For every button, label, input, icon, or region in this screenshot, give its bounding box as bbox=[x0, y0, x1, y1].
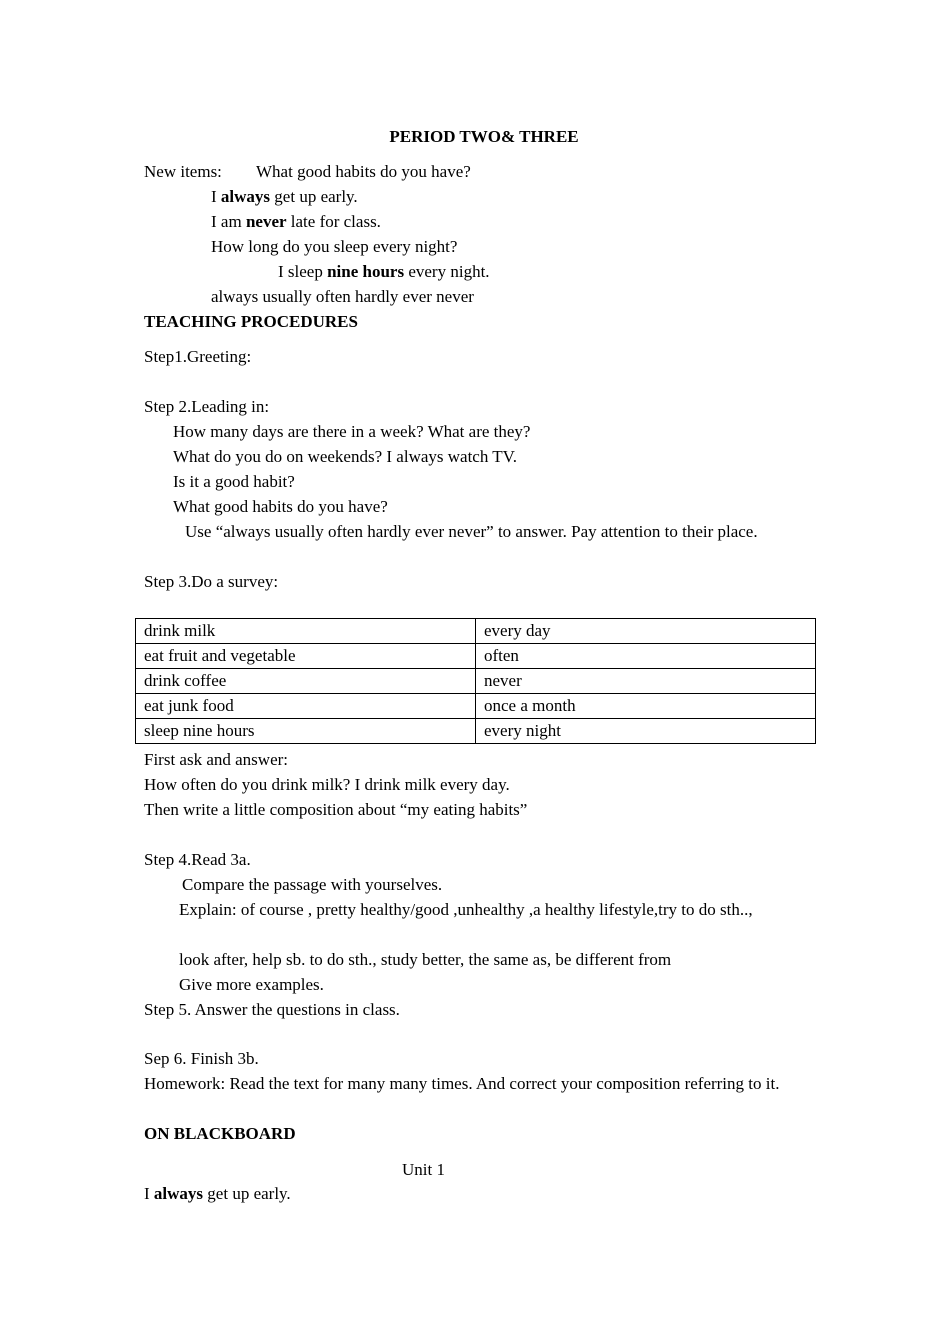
table-row bbox=[136, 694, 816, 719]
table-row bbox=[136, 619, 816, 644]
table-row bbox=[136, 669, 816, 694]
frequency-adverbs: always usually often hardly ever never bbox=[211, 287, 474, 306]
table-cell: often bbox=[476, 644, 816, 669]
blackboard-heading: ON BLACKBOARD bbox=[144, 1124, 296, 1143]
table-cell: eat fruit and vegetable bbox=[136, 644, 476, 669]
procedures-heading: TEACHING PROCEDURES bbox=[144, 312, 358, 331]
example-always: I always get up early. bbox=[211, 187, 358, 206]
question-sleep: How long do you sleep every night? bbox=[211, 237, 458, 256]
step4-examples: Give more examples. bbox=[179, 975, 324, 994]
step3-after-line: How often do you drink milk? I drink milk every day. bbox=[144, 775, 510, 794]
survey-table bbox=[135, 618, 816, 744]
step2-heading: Step 2.Leading in: bbox=[144, 397, 270, 416]
step2-use-paragraph: Use “always usually often hardly ever never” to answer. Pay attention to their place. bbox=[185, 522, 758, 541]
step1-heading: Step1.Greeting: bbox=[144, 347, 252, 366]
step4-explain-paragraph: Explain: of course , pretty healthy/good ,unhealthy ,a healthy lifestyle,try to do sth.., bbox=[179, 900, 753, 919]
homework-paragraph: Homework: Read the text for many many times. And correct your composition referring to it. bbox=[144, 1074, 780, 1093]
table-cell: sleep nine hours bbox=[136, 719, 476, 744]
step2-line: What good habits do you have? bbox=[173, 497, 388, 516]
blackboard-line: I always get up early. bbox=[144, 1184, 291, 1203]
step3-after-line: Then write a little composition about “my eating habits” bbox=[144, 800, 528, 819]
example-nine-hours: I sleep nine hours every night. bbox=[278, 262, 490, 281]
step4-compare: Compare the passage with yourselves. bbox=[182, 875, 443, 894]
new-items-question: What good habits do you have? bbox=[256, 162, 471, 181]
step3-heading: Step 3.Do a survey: bbox=[144, 572, 279, 591]
step6-heading: Sep 6. Finish 3b. bbox=[144, 1049, 259, 1068]
step5-heading: Step 5. Answer the questions in class. bbox=[144, 1000, 400, 1019]
new-items-label: New items: bbox=[144, 162, 222, 181]
table-cell: once a month bbox=[476, 694, 816, 719]
unit-label: Unit 1 bbox=[402, 1160, 445, 1179]
table-cell: drink milk bbox=[136, 619, 476, 644]
step2-line: What do you do on weekends? I always watch TV. bbox=[173, 447, 518, 466]
page-title: PERIOD TWO& THREE bbox=[389, 127, 579, 146]
table-cell: never bbox=[476, 669, 816, 694]
step2-line: Is it a good habit? bbox=[173, 472, 295, 491]
step2-line: How many days are there in a week? What are they? bbox=[173, 422, 531, 441]
table-cell: eat junk food bbox=[136, 694, 476, 719]
table-cell: every night bbox=[476, 719, 816, 744]
example-never: I am never late for class. bbox=[211, 212, 381, 231]
step3-after-line: First ask and answer: bbox=[144, 750, 289, 769]
table-cell: drink coffee bbox=[136, 669, 476, 694]
table-row bbox=[136, 644, 816, 669]
table-row bbox=[136, 719, 816, 744]
table-cell: every day bbox=[476, 619, 816, 644]
step4-heading: Step 4.Read 3a. bbox=[144, 850, 251, 869]
step4-look-after: look after, help sb. to do sth., study better, the same as, be different from bbox=[179, 950, 672, 969]
